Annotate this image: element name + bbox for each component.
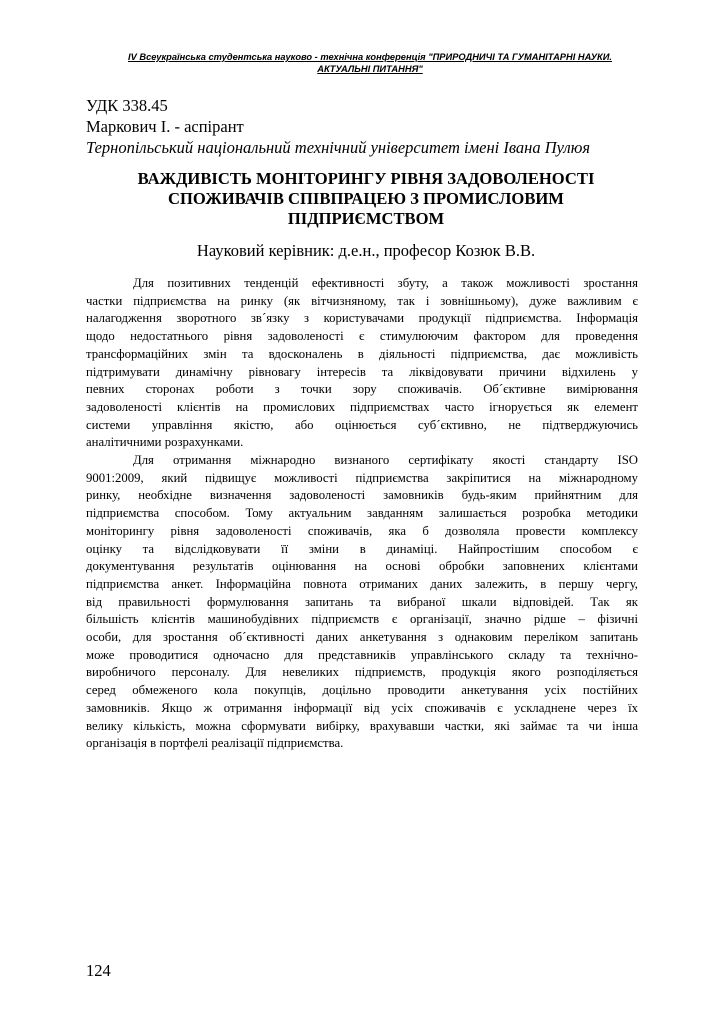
text-line: оцінку та відслідковувати її зміни в динаміці. Найпростішим способом є	[86, 541, 638, 556]
conference-header	[90, 51, 650, 75]
text-line: частки підприємства на ринку (як вітчизняному, так і зовнішньому), дуже важливим є	[86, 293, 638, 308]
paragraph	[86, 452, 638, 753]
text-line: Для отримання міжнародно визнаного сертифікату якості стандарту ISO	[133, 453, 638, 468]
text-line: системи управління якістю, або оцінюється суб´єктивно, не підтверджуючись	[86, 417, 638, 432]
article-title	[86, 169, 646, 229]
text-line: ринку, необхідне визначення задоволеності замовників будь-яким прийнятним для	[86, 488, 638, 503]
conference-header-line-1: IV Всеукраїнська студентська науково - технічна конференція "ПРИРОДНИЧІ ТА ГУМАНІТАРНІ НАУКИ.	[127, 52, 612, 62]
text-line: підприємства анкет. Інформаційна повнота отриманих даних залежить, в першу чергу,	[86, 576, 638, 591]
text-line: від правильності формулювання запитань та вибраної шкали відповідей. Так як	[86, 594, 638, 609]
text-line: 9001:2009, який підвищує можливості підприємства закріпитися на міжнародному	[86, 470, 638, 485]
paragraph	[86, 275, 638, 452]
text-line: налагодження зворотного зв´язку з користувачами продукції підприємства. Інформація	[86, 311, 638, 326]
text-line: більшість клієнтів машинобудівних підприємств є організації, значно рідше – фізичні	[86, 612, 638, 627]
page-number: 124	[86, 961, 111, 980]
conference-header-line-2: АКТУАЛЬНІ ПИТАННЯ"	[317, 64, 423, 74]
text-line: щодо недостатнього рівня задоволеності є стимулюючим фактором для проведення	[86, 329, 638, 344]
text-line: замовників. Якщо ж отримання інформації від усіх споживачів є ускладнене через їх	[86, 700, 638, 715]
text-line: задоволеності клієнтів на промислових підприємствах часто ігнорується як елемент	[86, 399, 638, 414]
text-line: серед обмеженого кола покупців, доцільно проводити анкетування усіх постійних	[86, 683, 638, 698]
text-line: підтримувати динамічну рівновагу інтересів та ліквідовувати причини відхилень у	[86, 364, 638, 379]
author-affiliation: Тернопільський національний технічний університет імені Івана Пулюя	[86, 138, 591, 157]
text-line: особи, для зростання об´єктивності даних анкетування з однаковим переліком запитань	[86, 630, 638, 645]
text-line: певних сторонах роботи з точки зору споживачів. Об´єктивне вимірювання	[86, 382, 638, 397]
text-line: Для позитивних тенденцій ефективності збуту, а також можливості зростання	[133, 276, 638, 290]
text-line: організація в портфелі реалізації підприємства.	[86, 736, 344, 751]
article-meta	[86, 95, 646, 158]
title-line: ПІДПРИЄМСТВОМ	[287, 209, 445, 228]
text-line: моніторингу рівня задоволеності споживачів, яка б дозволяла провести комплексу	[86, 523, 638, 538]
author-name: Маркович І. - аспірант	[86, 117, 244, 136]
article-body	[86, 275, 638, 753]
title-line: СПОЖИВАЧІВ СПІВПРАЦЕЮ З ПРОМИСЛОВИМ	[168, 189, 564, 208]
text-line: може проводитися одночасно для представників управлінського складу та технічно-	[86, 647, 638, 662]
text-line: трансформаційних змін та вдосконалень в діяльності підприємства, дає можливість	[86, 346, 638, 361]
text-line: велику кількість, можна сформувати вибірку, врахувавши частки, які займає та чи інша	[86, 718, 638, 733]
text-line: документування результатів оцінювання на основі обробки заповнених клієнтами	[86, 559, 638, 574]
text-line: аналітичними розрахунками.	[86, 435, 244, 450]
text-line: виробничого персоналу. Для невеликих підприємств, продукція якого розподіляється	[86, 665, 638, 680]
title-line: ВАЖДИВІСТЬ МОНІТОРИНГУ РІВНЯ ЗАДОВОЛЕНОСТІ	[137, 169, 595, 188]
text-line: підприємства способом. Тому актуальним завданням залишається розробка методики	[86, 506, 638, 521]
udc-code: УДК 338.45	[86, 96, 168, 115]
scientific-supervisor: Науковий керівник: д.е.н., професор Козюк В.В.	[196, 241, 536, 260]
